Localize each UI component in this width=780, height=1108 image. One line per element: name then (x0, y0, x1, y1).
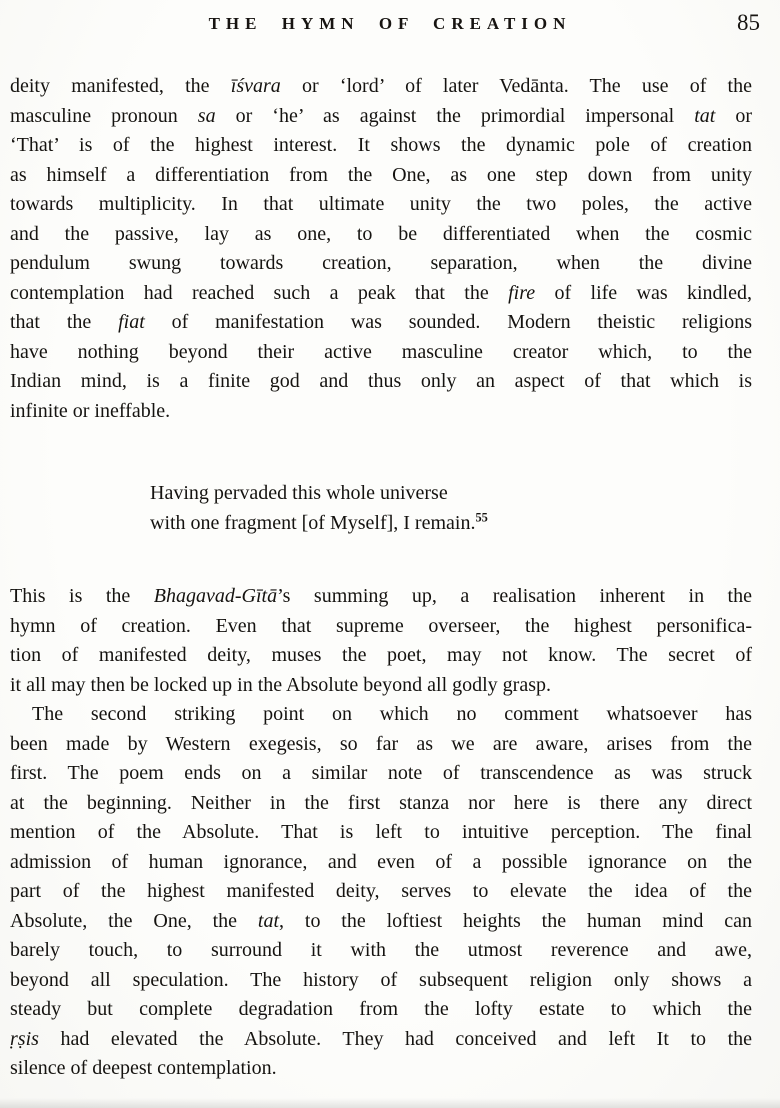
text-run: ’s summing up, a realisation inherent in the (277, 585, 752, 607)
text-run: first. The poem ends on a similar note of transcendence as was struck (10, 762, 752, 784)
page-body (10, 72, 752, 1084)
italic-term: sa (197, 104, 216, 127)
text-line (10, 759, 752, 789)
text-run: , to the loftiest heights the human mind can (279, 909, 752, 932)
text-line (10, 730, 752, 760)
text-run: tion of manifested deity, muses the poet, may not know. The secret of (10, 644, 752, 666)
text-line (10, 641, 752, 671)
italic-term: tat (257, 909, 280, 932)
text-run: of manifestation was sounded. Modern theistic religions (144, 311, 752, 333)
text-run: and the passive, lay as one, to be differentiated when the cosmic (10, 222, 752, 245)
text-line (10, 700, 752, 730)
text-line (10, 72, 752, 102)
text-run: infinite or ineffable. (10, 399, 171, 422)
text-run: This is the (10, 585, 154, 607)
italic-term: fire (508, 281, 536, 304)
text-run: it all may then be locked up in the Absolute beyond all godly grasp. (10, 673, 552, 696)
italic-term: Bhagavad-Gītā (153, 585, 278, 607)
text-line (10, 131, 752, 161)
text-run: beyond all speculation. The history of subsequent religion only shows a (10, 968, 752, 991)
text-run: at the beginning. Neither in the first stanza nor here is there any direct (10, 791, 752, 814)
text-run: with one fragment [of Myself], I remain. (150, 512, 476, 534)
text-run: Indian mind, is a finite god and thus only an aspect of that which is (10, 370, 752, 392)
paragraph (10, 582, 752, 700)
text-run: pendulum swung towards creation, separation, when the divine (10, 252, 752, 274)
text-line (10, 582, 752, 612)
text-line (10, 612, 752, 642)
text-run: steady but complete degradation from the lofty estate to which the (10, 998, 752, 1020)
text-run: Having pervaded this whole universe (150, 482, 448, 504)
text-line (10, 190, 752, 220)
text-line (150, 478, 752, 508)
text-run: as himself a differentiation from the One, as one step down from unity (10, 163, 752, 186)
text-run: or (715, 104, 752, 127)
text-run: have nothing beyond their active masculine creator which, to the (10, 340, 752, 363)
text-run: The second striking point on which no comment whatsoever has (32, 703, 752, 725)
text-line (10, 818, 752, 848)
italic-term: ṛṣis (10, 1027, 39, 1050)
italic-term: tat (694, 104, 716, 127)
text-run: or ‘he’ as against the primordial impersonal (215, 104, 695, 127)
text-line (10, 936, 752, 966)
text-line (10, 789, 752, 819)
text-run: that the (10, 311, 119, 333)
text-run: contemplation had reached such a peak that the (10, 281, 509, 304)
text-run: deity manifested, the (10, 75, 231, 97)
text-run: Absolute, the One, the (10, 909, 258, 932)
text-line (10, 249, 752, 279)
text-line (10, 966, 752, 996)
text-line (10, 1054, 752, 1084)
paragraph (10, 700, 752, 1084)
text-line (10, 671, 752, 701)
text-run: admission of human ignorance, and even of a possible ignorance on the (10, 850, 752, 873)
text-run: ‘That’ is of the highest interest. It shows the dynamic pole of creation (10, 134, 752, 156)
text-line (10, 279, 752, 309)
footnote-ref: 55 (475, 510, 488, 525)
text-line (10, 848, 752, 878)
running-title: THE HYMN OF CREATION (208, 14, 572, 33)
italic-term: fiat (118, 311, 145, 333)
text-line (10, 397, 752, 427)
paragraph (10, 72, 752, 426)
page-header (0, 10, 780, 44)
text-run: barely touch, to surround it with the utmost reverence and awe, (10, 939, 752, 961)
text-line (10, 367, 752, 397)
text-line (10, 308, 752, 338)
scan-edge-shadow (0, 1098, 780, 1108)
page-number: 85 (737, 10, 760, 35)
text-line (150, 508, 752, 538)
text-run: towards multiplicity. In that ultimate unity the two poles, the active (10, 193, 752, 215)
text-line (10, 102, 752, 132)
verse-quote (150, 478, 752, 538)
text-line (10, 161, 752, 191)
text-run: or ‘lord’ of later Vedānta. The use of the (280, 75, 752, 97)
text-line (10, 338, 752, 368)
text-run: had elevated the Absolute. They had conceived and left It to the (38, 1027, 752, 1050)
text-run: mention of the Absolute. That is left to intuitive perception. The final (10, 821, 752, 843)
text-line (10, 220, 752, 250)
text-run: part of the highest manifested deity, serves to elevate the idea of the (10, 880, 752, 902)
text-run: masculine pronoun (10, 104, 198, 127)
text-run: hymn of creation. Even that supreme overseer, the highest personifica- (10, 614, 752, 637)
text-line (10, 1025, 752, 1055)
text-run: been made by Western exegesis, so far as we are aware, arises from the (10, 732, 752, 755)
text-line (10, 907, 752, 937)
text-run: silence of deepest contemplation. (10, 1057, 277, 1079)
text-line (10, 995, 752, 1025)
italic-term: īśvara (230, 75, 281, 97)
text-run: of life was kindled, (535, 281, 752, 304)
text-line (10, 877, 752, 907)
